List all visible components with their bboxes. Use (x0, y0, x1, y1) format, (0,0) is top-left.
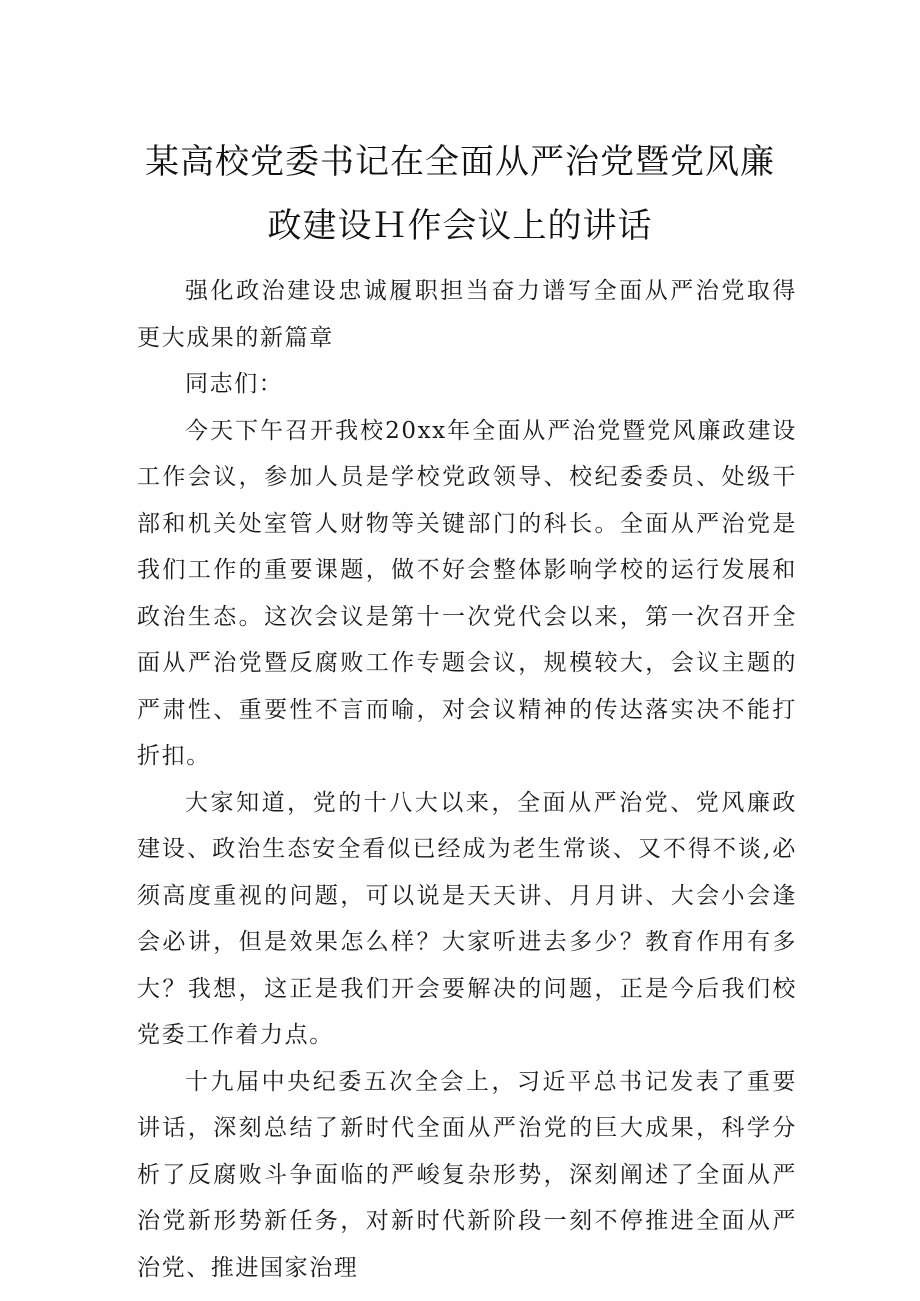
document-title-line-2: 政建设Ｈ作会议上的讲话 (267, 206, 653, 246)
body-paragraph: 十九届中央纪委五次全会上，习近平总书记发表了重要讲话，深刻总结了新时代全面从严治党的巨大成果，科学分析了反腐败斗争面临的严峻复杂形势，深刻阐述了全面从严治党新形势新任务，对新时代新阶段一刻不停推进全面从严治党、推进国家治理 (137, 1068, 797, 1281)
body-paragraph: 大家知道，党的十八大以来，全面从严治党、党风廉政建设、政治生态安全看似已经成为老生常谈、又不得不谈,必须高度重视的问题，可以说是天天讲、月月讲、大会小会逢会必讲，但是效果怎么样？大家听进去多少？教育作用有多大？我想，这正是我们开会要解决的问题，正是今后我们校党委工作着力点。 (137, 789, 797, 1048)
salutation-paragraph: 同志们： (185, 371, 284, 397)
document-body (137, 268, 797, 1291)
subtitle-paragraph: 强化政治建设忠诚履职担当奋力谱写全面从严治党取得更大成果的新篇章 (137, 278, 797, 351)
document-title-line-1: 某高校党委书记在全面从严治党暨党风廉 (145, 142, 775, 182)
body-paragraph: 今天下午召开我校20xx年全面从严治党暨党风廉政建设工作会议，参加人员是学校党政领导、校纪委委员、处级干部和机关处室管人财物等关键部门的科长。全面从严治党是我们工作的重要课题，做不好会整体影响学校的运行发展和政治生态。这次会议是第十一次党代会以来，第一次召开全面从严治党暨反腐败工作专题会议，规模较大，会议主题的严肃性、重要性不言而喻，对会议精神的传达落实决不能打折扣。 (137, 417, 797, 769)
